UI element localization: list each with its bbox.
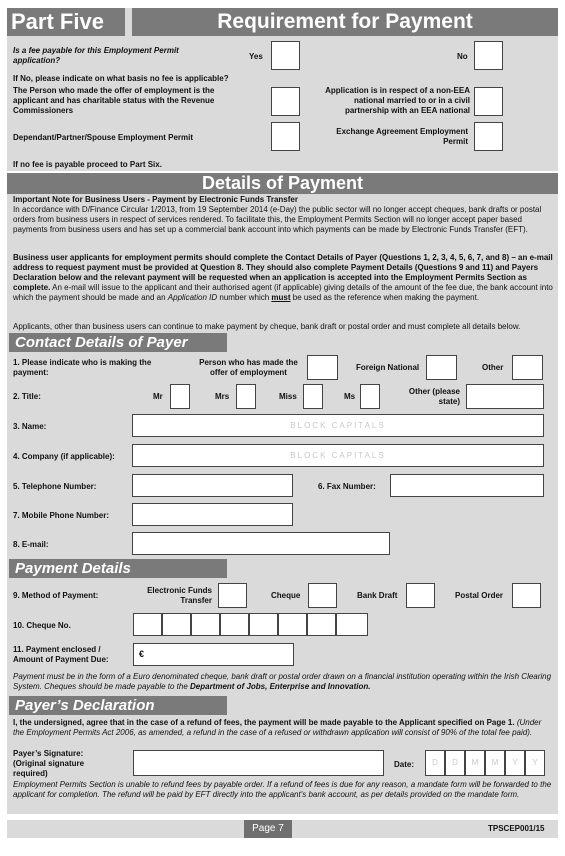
no-checkbox[interactable] xyxy=(474,41,503,70)
q1-foreign-checkbox[interactable] xyxy=(426,355,457,380)
cheque-digit-box[interactable] xyxy=(220,613,249,636)
declaration-bold: I, the undersigned, agree that in the case of a refund of fees, the payment will be made payable to the Applicant specified on Page 1. xyxy=(13,718,515,727)
payment-note-department: Department of Jobs, Enterprise and Innovation. xyxy=(190,682,371,691)
postal-order-checkbox[interactable] xyxy=(512,583,541,608)
other-state-label: Other (please state) xyxy=(408,387,460,406)
q3-label: 3. Name: xyxy=(13,422,47,431)
application-id-text: Application ID xyxy=(167,293,218,302)
q2-label: 2. Title: xyxy=(13,392,41,401)
dependant-option-label: Dependant/Partner/Spouse Employment Permit xyxy=(13,133,194,142)
proceed-note: If no fee is payable proceed to Part Six. xyxy=(13,160,162,169)
q10-label: 10. Cheque No. xyxy=(13,621,71,630)
details-title: Details of Payment xyxy=(7,173,558,194)
postal-order-label: Postal Order xyxy=(455,591,504,600)
bank-draft-checkbox[interactable] xyxy=(406,583,435,608)
yes-label: Yes xyxy=(249,52,263,61)
miss-checkbox[interactable] xyxy=(303,384,323,409)
business-user-text-c: be used as the reference when making the payment. xyxy=(290,293,480,302)
cheque-checkbox[interactable] xyxy=(308,583,337,608)
q7-label: 7. Mobile Phone Number: xyxy=(13,511,110,520)
cheque-label: Cheque xyxy=(271,591,301,600)
telephone-field[interactable] xyxy=(132,474,293,497)
business-user-text-b: number which xyxy=(217,293,272,302)
payment-note-text: Payment must be in the form of a Euro denominated cheque, bank draft or postal order drawn on a financial institution operating within the Irish Clearing System. Cheques should be made payable to the xyxy=(13,672,552,691)
q9-label: 9. Method of Payment: xyxy=(13,591,99,600)
ms-label: Ms xyxy=(344,392,356,401)
mr-label: Mr xyxy=(153,392,163,401)
exchange-option-label: Exchange Agreement Employment Permit xyxy=(336,127,468,146)
yes-checkbox[interactable] xyxy=(271,41,300,70)
q11-label: 11. Payment enclosed / Amount of Payment Due: xyxy=(13,645,109,664)
q1-person-label: Person who has made the offer of employment xyxy=(199,358,298,377)
euro-sign: € xyxy=(139,649,145,659)
business-user-bold: Business user applicants for employment permits should complete the Contact Details of Payer (Questions 1, 2, 3, 4, 5, 6, 7, and 8) – an e-mail address to request payment must be provided at Question 8. They should also complete Payment Details (Questions 9 and 11) and Payers Declaration below and the relevant payment will be requested when an application is accepted into the Employment Permits Section as complete. xyxy=(13,253,553,292)
exchange-checkbox[interactable] xyxy=(474,122,503,151)
q1-label: 1. Please indicate who is making the payment: xyxy=(13,358,152,377)
q6-label: 6. Fax Number: xyxy=(318,482,376,491)
signature-label: Payer’s Signature: (Original signature required) xyxy=(13,749,85,778)
cheque-digit-box[interactable] xyxy=(249,613,278,636)
company-field[interactable]: BLOCK CAPITALS xyxy=(132,444,544,467)
charitable-option-label: The Person who made the offer of employment is the applicant and has charitable status with the Revenue Commissioners xyxy=(13,86,215,115)
date-year-box[interactable]: Y xyxy=(505,750,525,776)
date-day-box[interactable]: D xyxy=(425,750,445,776)
requirement-title: Requirement for Payment xyxy=(132,8,558,36)
q1-person-checkbox[interactable] xyxy=(307,355,338,380)
ms-checkbox[interactable] xyxy=(360,384,380,409)
q8-label: 8. E-mail: xyxy=(13,540,49,549)
q1-foreign-label: Foreign National xyxy=(356,363,420,372)
q1-other-label: Other xyxy=(482,363,504,372)
non-eea-option-label: Application is in respect of a non-EEA national married to or in a civil partnership with an EEA national xyxy=(325,86,470,115)
bank-draft-label: Bank Draft xyxy=(357,591,398,600)
cheque-digit-box[interactable] xyxy=(191,613,220,636)
form-code: TPSCEP001/15 xyxy=(488,824,545,833)
q1-other-checkbox[interactable] xyxy=(512,355,543,380)
mobile-field[interactable] xyxy=(132,503,293,526)
payment-title: Payment Details xyxy=(9,559,227,578)
page-number: Page 7 xyxy=(244,820,292,838)
email-field[interactable] xyxy=(132,532,390,555)
cheque-digit-box[interactable] xyxy=(278,613,307,636)
miss-label: Miss xyxy=(279,392,297,401)
other-title-field[interactable] xyxy=(466,384,544,409)
eft-label: Electronic Funds Transfer xyxy=(147,586,212,605)
q5-label: 5. Telephone Number: xyxy=(13,482,97,491)
business-user-paragraph xyxy=(13,253,553,303)
part-five-label: Part Five xyxy=(7,8,125,36)
name-field[interactable]: BLOCK CAPITALS xyxy=(132,414,544,437)
date-month-box[interactable]: M xyxy=(465,750,485,776)
note-body: In accordance with D/Finance Circular 1/2013, from 19 September 2014 (e-Day) the public sector will no longer accept cheques, bank drafts or postal orders from business users in respect of services rendered. To facilitate this, the Employment Permits Section will no longer accept paper based payments from business users and has set up a commercial bank account into which payments can be made by Electronic Funds Transfer (EFT). xyxy=(13,205,542,234)
dependant-checkbox[interactable] xyxy=(271,122,300,151)
cheque-digit-box[interactable] xyxy=(307,613,336,636)
cheque-digit-box[interactable] xyxy=(133,613,162,636)
refund-note: Employment Permits Section is unable to refund fees by payable order. If a refund of fees is due for any reason, a mandate form will be forwarded to the applicant for completion. The refund will be paid by EFT directly into the applicant's bank account, as per details provided on the mandate form. xyxy=(13,780,552,799)
fee-question: Is a fee payable for this Employment Permit application? xyxy=(13,46,179,65)
date-year-box[interactable]: Y xyxy=(525,750,545,776)
declaration-italic: (Under the Employment Permits Act 2006, as amended, a refund in the case of a refused or withdrawn application will consist of 90% of the total fee paid). xyxy=(13,718,542,737)
date-label: Date: xyxy=(394,760,415,769)
fax-field[interactable] xyxy=(390,474,544,497)
mrs-checkbox[interactable] xyxy=(236,384,256,409)
contact-title: Contact Details of Payer xyxy=(9,333,227,352)
non-eea-checkbox[interactable] xyxy=(474,87,503,116)
cheque-digit-box[interactable] xyxy=(336,613,368,636)
date-day-box[interactable]: D xyxy=(445,750,465,776)
signature-field[interactable] xyxy=(133,750,384,776)
q4-label: 4. Company (if applicable): xyxy=(13,452,115,461)
charitable-checkbox[interactable] xyxy=(271,87,300,116)
basis-question: If No, please indicate on what basis no fee is applicable? xyxy=(13,74,229,83)
cheque-digit-box[interactable] xyxy=(162,613,191,636)
declaration-text xyxy=(13,718,553,738)
payment-note xyxy=(13,672,553,692)
date-month-box[interactable]: M xyxy=(485,750,505,776)
other-applicants-note: Applicants, other than business users can continue to make payment by cheque, bank draft or postal order and must complete all details below. xyxy=(13,322,521,331)
amount-field[interactable] xyxy=(133,643,294,666)
note-title: Important Note for Business Users - Payment by Electronic Funds Transfer xyxy=(13,195,298,204)
eft-checkbox[interactable] xyxy=(218,583,247,608)
business-user-text-a: An e-mail will issue to the applicant and their authorised agent (if applicable) giving details of the amount of the fee due, the bank account into which the payment should be made and an xyxy=(13,283,553,302)
must-text: must xyxy=(271,293,291,302)
declaration-title: Payer’s Declaration xyxy=(9,696,227,715)
mr-checkbox[interactable] xyxy=(170,384,190,409)
no-label: No xyxy=(457,52,468,61)
mrs-label: Mrs xyxy=(215,392,230,401)
